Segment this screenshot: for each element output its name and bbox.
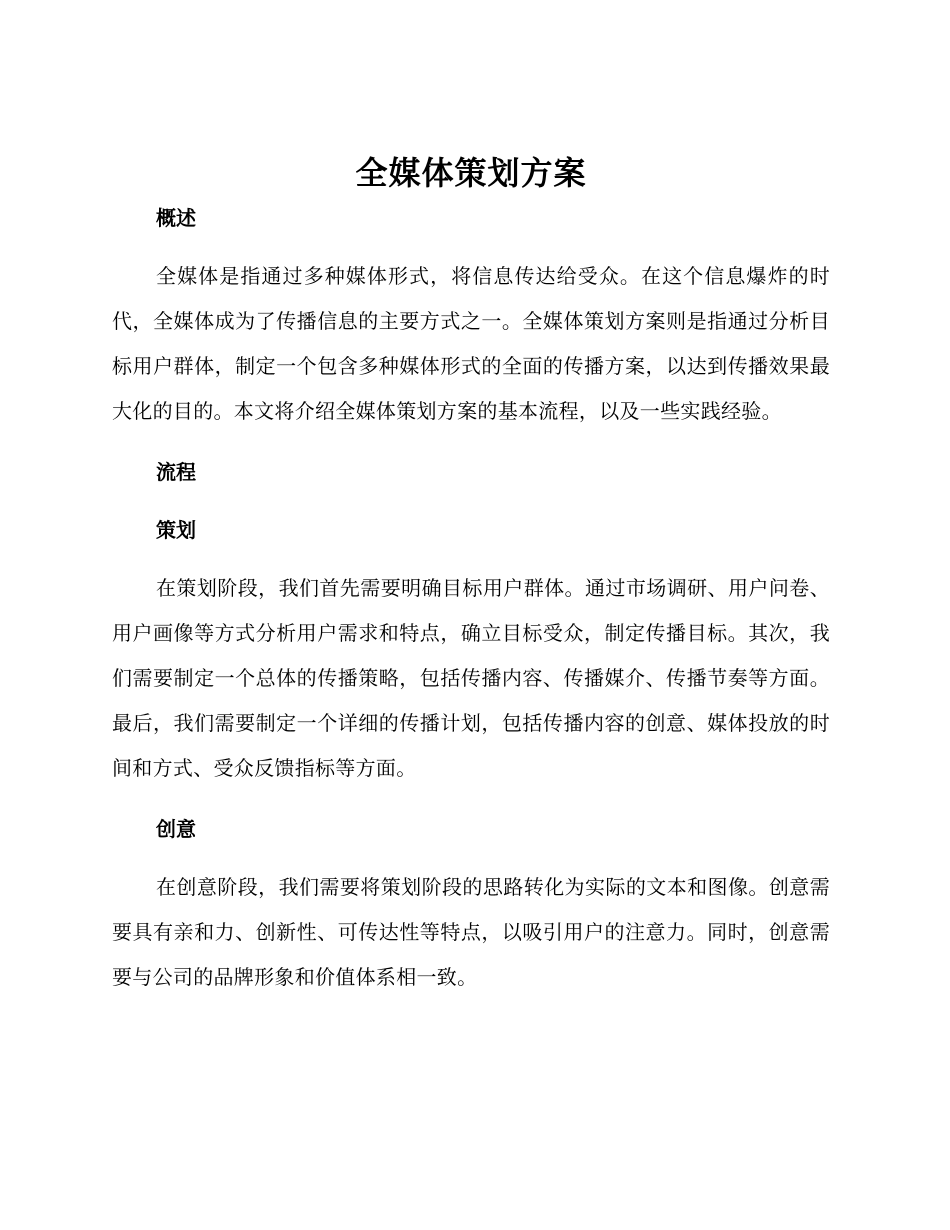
document-title: 全媒体策划方案 [355, 154, 587, 192]
section-paragraph-creative: 在创意阶段，我们需要将策划阶段的思路转化为实际的文本和图像。创意需要具有亲和力、创新性、可传达性等特点，以吸引用户的注意力。同时，创意需要与公司的品牌形象和价值体系相一致。 [112, 875, 830, 989]
section-heading-creative: 创意 [156, 817, 196, 841]
section-heading-planning: 策划 [156, 518, 196, 542]
section-heading-process: 流程 [156, 460, 196, 484]
section-heading-overview: 概述 [156, 206, 196, 230]
section-paragraph-planning: 在策划阶段，我们首先需要明确目标用户群体。通过市场调研、用户问卷、用户画像等方式分析用户需求和特点，确立目标受众，制定传播目标。其次，我们需要制定一个总体的传播策略，包括传播内容、传播媒介、传播节奏等方面。最后，我们需要制定一个详细的传播计划，包括传播内容的创意、媒体投放的时间和方式、受众反馈指标等方面。 [112, 576, 830, 780]
section-paragraph-overview: 全媒体是指通过多种媒体形式，将信息传达给受众。在这个信息爆炸的时代，全媒体成为了传播信息的主要方式之一。全媒体策划方案则是指通过分析目标用户群体，制定一个包含多种媒体形式的全面的传播方案，以达到传播效果最大化的目的。本文将介绍全媒体策划方案的基本流程，以及一些实践经验。 [112, 264, 830, 423]
